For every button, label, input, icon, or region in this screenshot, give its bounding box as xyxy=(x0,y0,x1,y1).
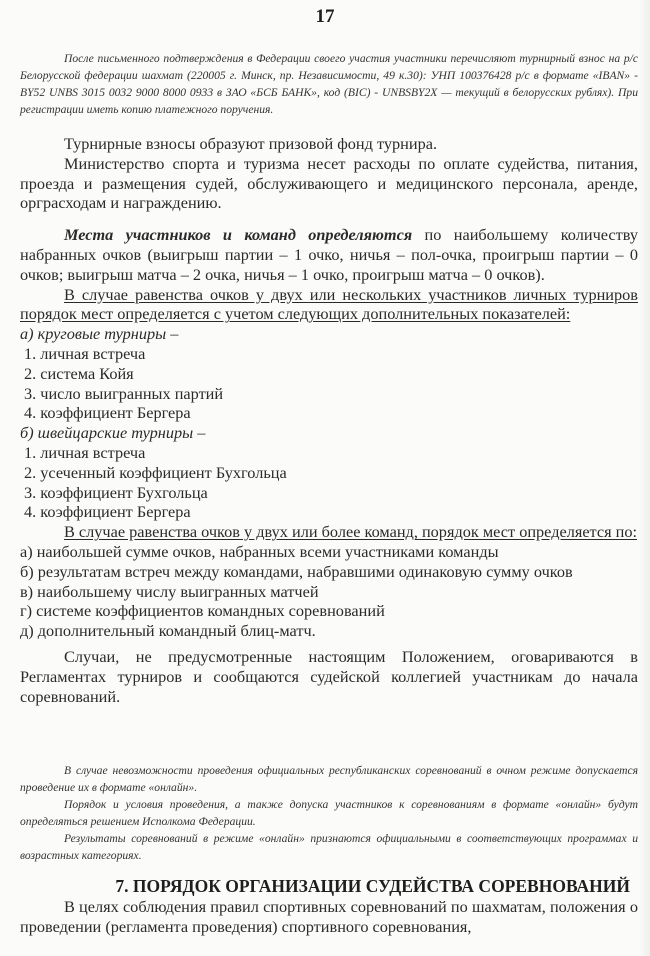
round-robin-label: а) круговые турниры – xyxy=(20,324,179,344)
team-tiebreak-item: б) результатам встреч между командами, набравшими одинаковую сумму очков xyxy=(20,561,573,581)
team-tiebreak-item: г) системе коэффициентов командных соревнований xyxy=(20,601,385,621)
swiss-item: 3. коэффициент Бухгольца xyxy=(24,482,208,502)
online-note: Порядок и условия проведения, а также допуска участников к соревнованиям в формате «онлайн» будут определяться решением Исполкома Федерации. xyxy=(20,798,638,828)
prize-fund-paragraph: Турнирные взносы образуют призовой фонд турнира. xyxy=(64,134,438,153)
payment-note-text: После письменного подтверждения в Федерации своего участия участники перечисляют турнирный взнос на р/с Белорусской федерации шахмат (220005 г. Минск, пр. Независимости, 49 к.30): УНП 100376428 р/с в формате «IBAN» - BY52 UNBS 3015 0032 9000 8000 0933 в ЗАО «БСБ БАНК», код (BIC) - UNBSBY2X — текущий в белорусских рублях). При регистрации иметь копию платежного поручения. xyxy=(20,52,638,116)
individual-tiebreak-intro-part2: порядок мест определяется с учетом следующих дополнительных показателей: xyxy=(20,304,571,324)
main-text-block xyxy=(20,134,638,706)
team-tiebreak-intro-text: В случае равенства очков у двух или более команд, порядок мест определяется по: xyxy=(64,522,638,542)
swiss-item: 1. личная встреча xyxy=(24,442,146,462)
round-robin-item: 4. коэффициент Бергера xyxy=(24,403,191,423)
places-paragraph xyxy=(20,225,638,284)
team-tiebreak-item: а) наибольшей сумме очков, набранных всеми участниками команды xyxy=(20,541,499,561)
online-note: Результаты соревнований в режиме «онлайн» признаются официальными в соответствующих программах и возрастных категориях. xyxy=(20,832,638,862)
payment-note xyxy=(20,50,638,118)
online-notes xyxy=(20,762,638,864)
swiss-item: 4. коэффициент Бергера xyxy=(24,502,191,522)
individual-tiebreak-intro xyxy=(20,285,638,325)
ministry-expenses-paragraph: Министерство спорта и туризма несет расходы по оплате судейства, питания, проезда и размещения судей, обслуживающего и медицинского персонала, аренде, орграсходам и награждению. xyxy=(20,153,638,213)
team-tiebreak-item: д) дополнительный командный блиц-матч. xyxy=(20,621,316,641)
team-tiebreak-intro xyxy=(20,522,638,542)
scan-edge-shadow xyxy=(638,0,650,956)
section-7-paragraph: В целях соблюдения правил спортивных соревнований по шахматам, положения о проведении (регламента проведения) спортивного соревнования, xyxy=(20,897,638,936)
section-7 xyxy=(20,876,638,937)
round-robin-item: 2. система Койя xyxy=(24,363,134,383)
swiss-label: б) швейцарские турниры – xyxy=(20,423,206,443)
unforeseen-cases-paragraph: Случаи, не предусмотренные настоящим Положением, оговариваются в Регламентах турниров и сообщаются судейской коллегией участникам до начала соревнований. xyxy=(20,646,638,706)
page-number: 17 xyxy=(315,6,335,27)
swiss-item: 2. усеченный коэффициент Бухгольца xyxy=(24,462,287,482)
team-tiebreak-item: в) наибольшему числу выигранных матчей xyxy=(20,581,319,601)
places-bold-lead: Места участников и команд определяются xyxy=(64,225,413,245)
round-robin-item: 1. личная встреча xyxy=(24,343,146,363)
round-robin-item: 3. число выигранных партий xyxy=(24,383,224,403)
places-rest: по наибольшему количеству набранных очков (выигрыш партии – 1 очко, ничья – пол-очка, проигрыш партии – 0 очков; выигрыш матча – 2 очка, ничья – 1 очко, проигрыш матча – 0 очков). xyxy=(20,225,638,284)
individual-tiebreak-intro-part1: В случае равенства очков у двух или нескольких участников личных турниров xyxy=(64,284,638,304)
online-note: В случае невозможности проведения официальных республиканских соревнований в очном режиме допускается проведение их в формате «онлайн». xyxy=(20,764,638,794)
section-heading: 7. ПОРЯДОК ОРГАНИЗАЦИИ СУДЕЙСТВА СОРЕВНОВАНИЙ xyxy=(115,876,630,896)
